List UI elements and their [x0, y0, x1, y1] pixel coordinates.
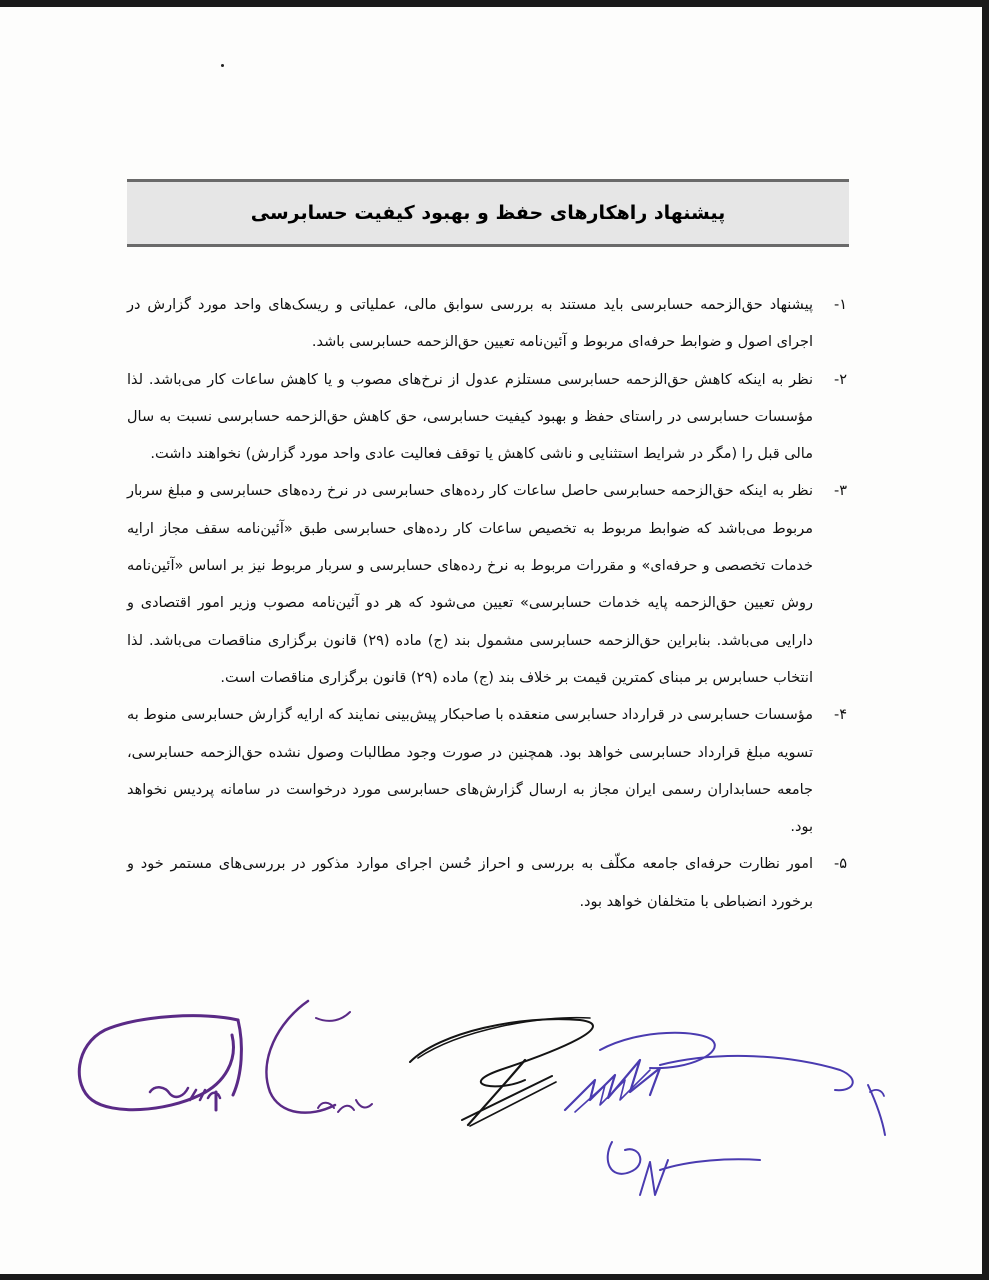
signature-1 [79, 1016, 241, 1110]
signatures-area [0, 990, 989, 1260]
page-title: پیشنهاد راهکارهای حفظ و بهبود کیفیت حسابرسی [250, 202, 726, 224]
item-number: ۵- [833, 856, 847, 873]
item-text: نظر به اینکه کاهش حق‌الزحمه حسابرسی مستلزم عدول از نرخ‌های مصوب و یا کاهش ساعات کار می‌باشد. لذا مؤسسات حسابرسی در راستای حفظ و بهبود کیفیت حسابرسی، حق کاهش حق‌الزحمه حسابرسی نسبت به سال مالی قبل را (مگر در شرایط استثنایی و ناشی کاهش یا توقف فعالیت عادی واحد مورد گزارش) نخواهند داشت. [127, 371, 813, 463]
document-body [127, 287, 847, 921]
item-number: ۲- [833, 371, 847, 388]
scan-border-bottom [0, 1274, 989, 1280]
scan-speck [221, 64, 224, 67]
list-item [127, 846, 847, 921]
item-number: ۳- [833, 483, 847, 500]
item-text: امور نظارت حرفه‌ای جامعه مکلّف به بررسی و احراز حُسن اجرای موارد مذکور در بررسی‌های مستمر خود و برخورد انضباطی با متخلفان خواهد بود. [127, 856, 813, 910]
list-item [127, 362, 847, 474]
item-number: ۱- [833, 297, 847, 313]
item-text: پیشنهاد حق‌الزحمه حسابرسی باید مستند به بررسی سوابق مالی، عملیاتی و ریسک‌های واحد مورد گزارش در اجرای اصول و ضوابط حرفه‌ای مربوط و آئین‌نامه تعیین حق‌الزحمه حسابرسی باشد. [127, 297, 813, 351]
item-number: ۴- [833, 707, 847, 724]
signature-4 [565, 1033, 885, 1195]
item-text: مؤسسات حسابرسی در قرارداد حسابرسی منعقده با صاحبکار پیش‌بینی نمایند که ارایه گزارش حسابرسی منوط به تسویه مبلغ قرارداد حسابرسی خواهد بود. همچنین در صورت وجود مطالبات وصول نشده حق‌الزحمه حسابرسی، جامعه حسابداران رسمی ایران مجاز به ارسال گزارش‌های حسابرسی مورد درخواست در سامانه پردیس نخواهد بود. [127, 707, 813, 836]
list-item [127, 287, 847, 362]
item-text: نظر به اینکه حق‌الزحمه حسابرسی حاصل ساعات کار رده‌های حسابرسی در نرخ رده‌های حسابرسی و مبلغ سربار مربوط می‌باشد که ضوابط مربوط به تخصیص ساعات کار رده‌های حسابرسی طبق «آئین‌نامه سقف مجاز ارایه خدمات تخصصی و حرفه‌ای» و مقررات مربوط به نرخ رده‌های حسابرسی و سربار مربوط نیز بر اساس «آئین‌نامه روش تعیین حق‌الزحمه پایه خدمات حسابرسی» تعیین می‌شود که هر دو آئین‌نامه مصوب وزیر امور اقتصادی و دارایی می‌باشد. بنابراین حق‌الزحمه حسابرسی مشمول بند (ج) ماده (۲۹) قانون برگزاری مناقصات می‌باشد. لذا انتخاب حسابرس بر مبنای کمترین قیمت بر خلاف بند (ج) ماده (۲۹) قانون برگزاری مناقصات است. [127, 483, 813, 686]
list-item [127, 697, 847, 846]
list-item [127, 473, 847, 697]
title-banner [127, 179, 849, 247]
scan-border-top [0, 0, 989, 7]
signature-2 [266, 1001, 372, 1113]
